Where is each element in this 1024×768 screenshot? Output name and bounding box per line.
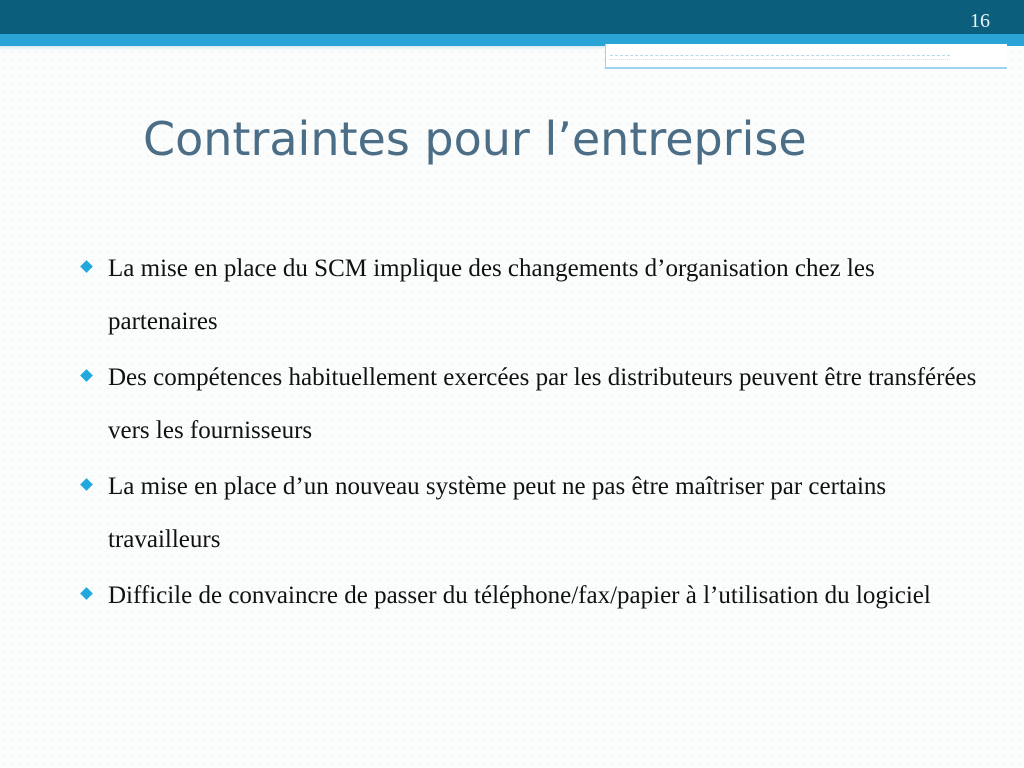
bullet-item — [80, 569, 980, 622]
diamond-bullet-icon — [80, 587, 93, 600]
diamond-bullet-icon — [80, 478, 93, 491]
header-dot-line — [610, 59, 950, 60]
header-tab-decoration — [605, 44, 1007, 69]
slide-title: Contraintes pour l’entreprise — [143, 112, 807, 166]
bullet-text: Des compétences habituellement exercées par les distributeurs peuvent être transférées vers les fournisseurs — [108, 364, 977, 444]
header-stripe-shadow — [0, 46, 610, 50]
bullet-list — [80, 242, 980, 625]
bullet-item — [80, 351, 980, 457]
slide-number: 16 — [970, 10, 990, 32]
bullet-item — [80, 242, 980, 348]
bullet-text: La mise en place d’un nouveau système peut ne pas être maîtriser par certains travailleurs — [108, 473, 887, 553]
bullet-item — [80, 460, 980, 566]
bullet-text: La mise en place du SCM implique des changements d’organisation chez les partenaires — [108, 255, 875, 335]
bullet-text: Difficile de convaincre de passer du téléphone/fax/papier à l’utilisation du logiciel — [108, 582, 931, 609]
header-dash-line — [610, 55, 950, 56]
diamond-bullet-icon — [80, 260, 93, 273]
header-band — [0, 0, 1024, 34]
diamond-bullet-icon — [80, 369, 93, 382]
